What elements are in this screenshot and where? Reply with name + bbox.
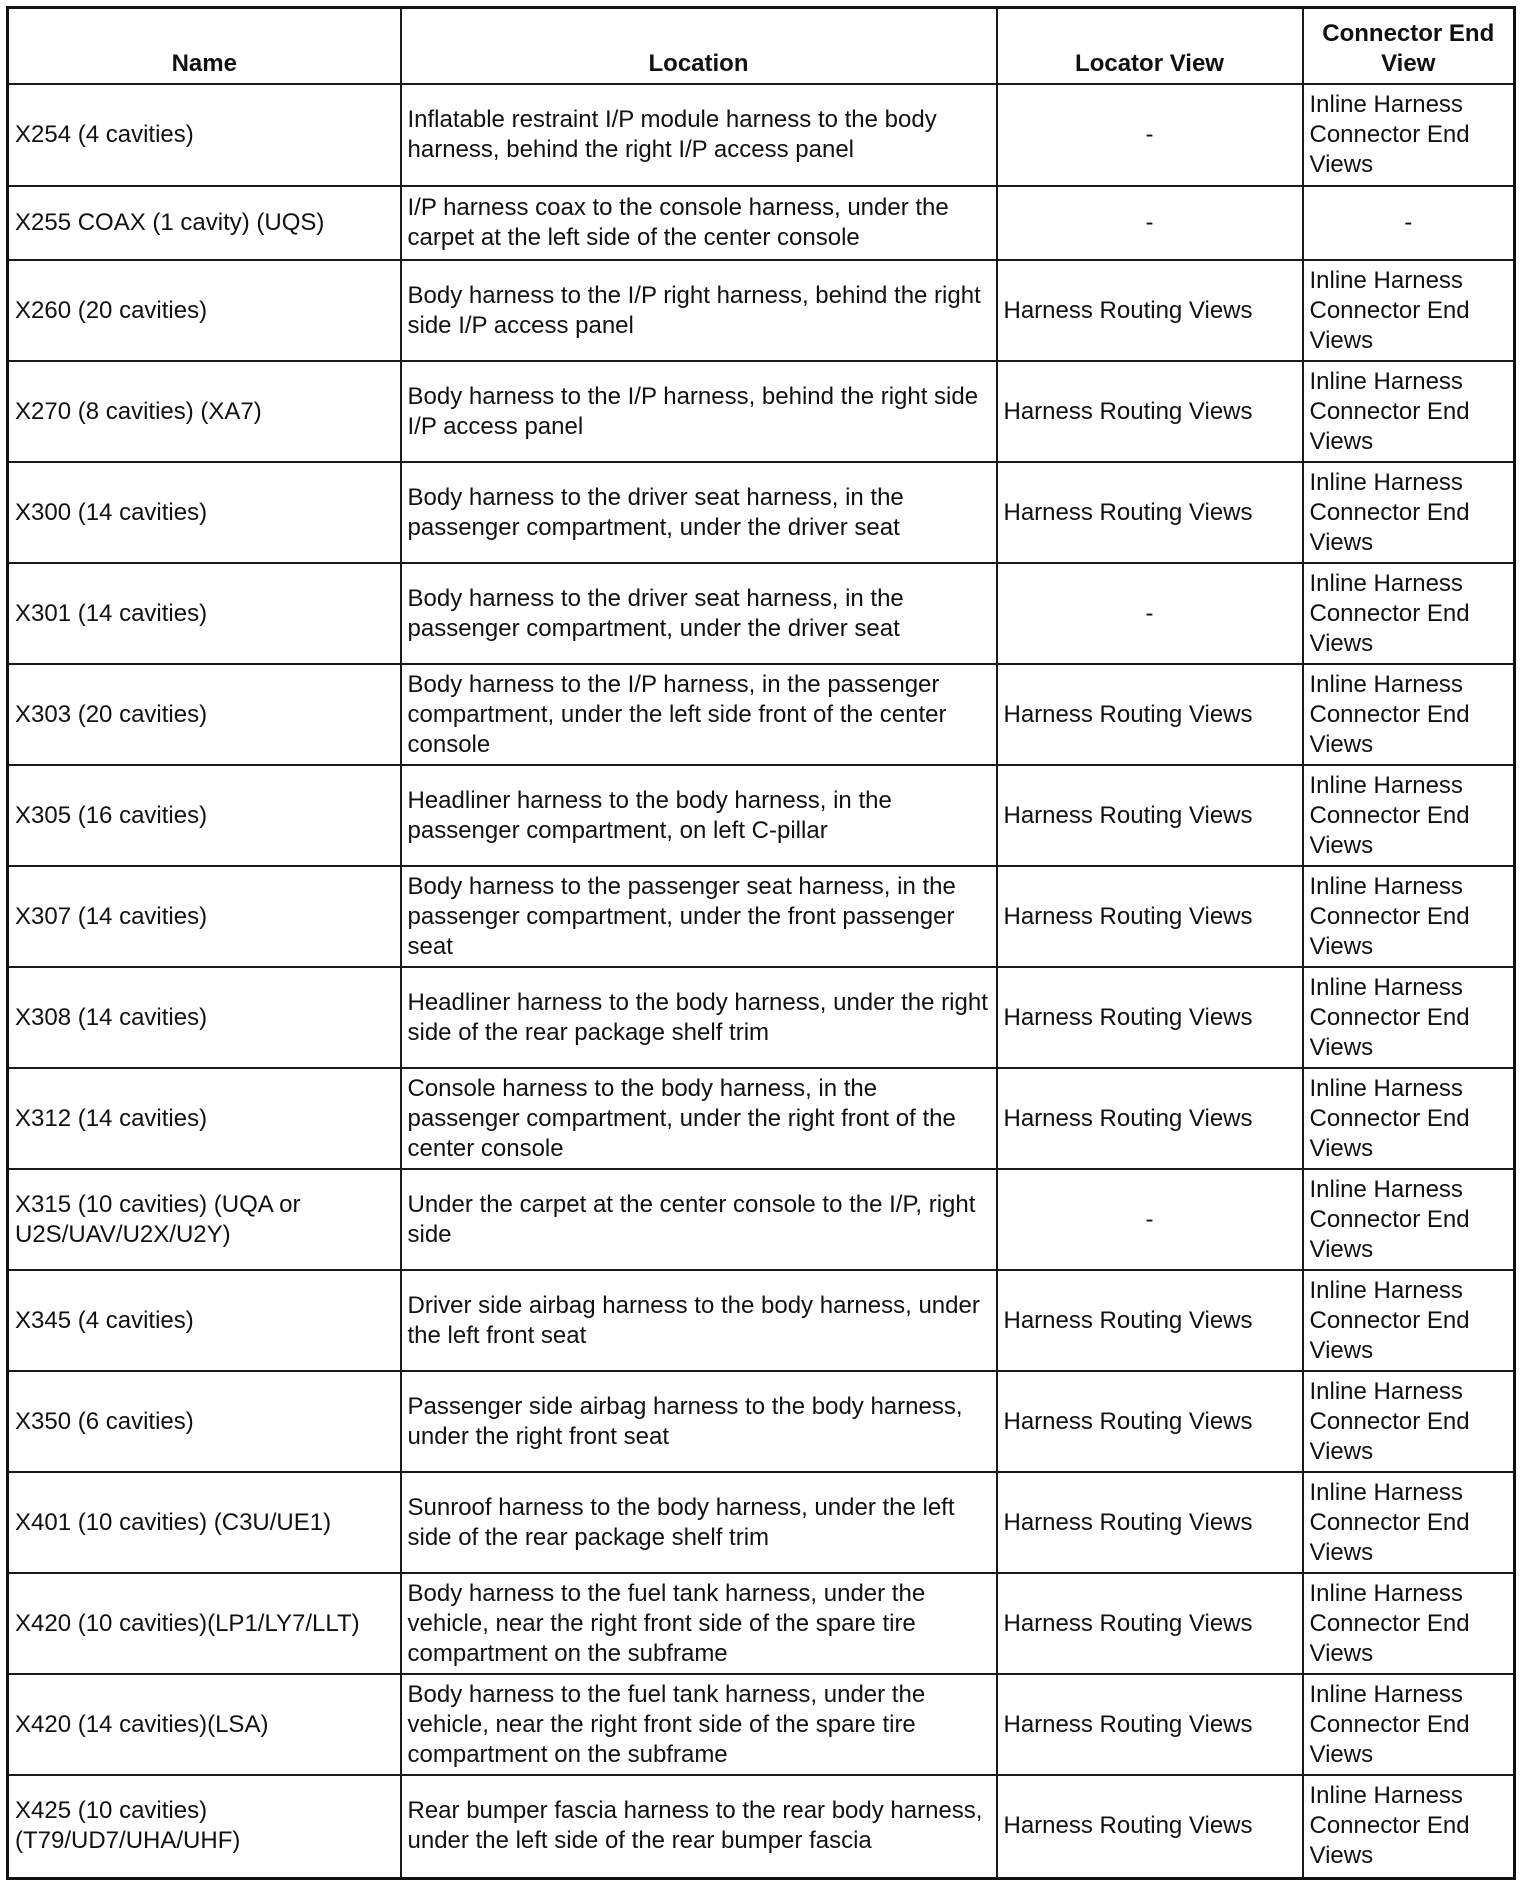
cell-location: Body harness to the fuel tank harness, under the vehicle, near the right front side of the spare tire compartment on the subframe <box>401 1674 997 1775</box>
cell-name: X315 (10 cavities) (UQA or U2S/UAV/U2X/U2Y) <box>8 1169 401 1270</box>
cell-location: Under the carpet at the center console to the I/P, right side <box>401 1169 997 1270</box>
cell-name: X305 (16 cavities) <box>8 765 401 866</box>
cell-locator-view[interactable]: Harness Routing Views <box>997 1775 1303 1878</box>
table-row <box>8 866 1515 967</box>
cell-name: X255 COAX (1 cavity) (UQS) <box>8 186 401 260</box>
cell-locator-view[interactable]: Harness Routing Views <box>997 1573 1303 1674</box>
cell-connector-end-view[interactable]: Inline Harness Connector End Views <box>1303 1169 1515 1270</box>
cell-name: X303 (20 cavities) <box>8 664 401 765</box>
cell-locator-view[interactable]: Harness Routing Views <box>997 1674 1303 1775</box>
cell-location: Console harness to the body harness, in the passenger compartment, under the right front of the center console <box>401 1068 997 1169</box>
cell-connector-end-view[interactable]: Inline Harness Connector End Views <box>1303 1674 1515 1775</box>
cell-locator-view[interactable]: Harness Routing Views <box>997 1472 1303 1573</box>
cell-location: Headliner harness to the body harness, in the passenger compartment, on left C-pillar <box>401 765 997 866</box>
cell-connector-end-view[interactable]: Inline Harness Connector End Views <box>1303 1573 1515 1674</box>
header-name: Name <box>8 8 401 85</box>
cell-name: X345 (4 cavities) <box>8 1270 401 1371</box>
cell-name: X300 (14 cavities) <box>8 462 401 563</box>
cell-name: X420 (14 cavities)(LSA) <box>8 1674 401 1775</box>
connector-table-sheet <box>6 6 1513 1880</box>
cell-locator-view: - <box>997 1169 1303 1270</box>
table-row <box>8 1068 1515 1169</box>
table-row <box>8 765 1515 866</box>
cell-locator-view[interactable]: Harness Routing Views <box>997 967 1303 1068</box>
cell-name: X307 (14 cavities) <box>8 866 401 967</box>
table-row <box>8 186 1515 260</box>
cell-name: X254 (4 cavities) <box>8 84 401 186</box>
cell-location: Rear bumper fascia harness to the rear body harness, under the left side of the rear bumper fascia <box>401 1775 997 1878</box>
cell-location: Passenger side airbag harness to the body harness, under the right front seat <box>401 1371 997 1472</box>
header-location: Location <box>401 8 997 85</box>
cell-locator-view[interactable]: Harness Routing Views <box>997 866 1303 967</box>
cell-name: X270 (8 cavities) (XA7) <box>8 361 401 462</box>
cell-name: X308 (14 cavities) <box>8 967 401 1068</box>
table-row <box>8 1573 1515 1674</box>
cell-connector-end-view[interactable]: Inline Harness Connector End Views <box>1303 967 1515 1068</box>
cell-name: X312 (14 cavities) <box>8 1068 401 1169</box>
cell-name: X260 (20 cavities) <box>8 260 401 361</box>
cell-location: Headliner harness to the body harness, under the right side of the rear package shelf trim <box>401 967 997 1068</box>
cell-location: Body harness to the passenger seat harness, in the passenger compartment, under the front passenger seat <box>401 866 997 967</box>
cell-name: X425 (10 cavities) (T79/UD7/UHA/UHF) <box>8 1775 401 1878</box>
cell-connector-end-view[interactable]: Inline Harness Connector End Views <box>1303 1371 1515 1472</box>
cell-location: Body harness to the I/P harness, behind the right side I/P access panel <box>401 361 997 462</box>
table-row <box>8 1270 1515 1371</box>
cell-location: Body harness to the I/P harness, in the passenger compartment, under the left side front of the center console <box>401 664 997 765</box>
cell-locator-view[interactable]: Harness Routing Views <box>997 664 1303 765</box>
cell-connector-end-view[interactable]: Inline Harness Connector End Views <box>1303 84 1515 186</box>
cell-connector-end-view[interactable]: Inline Harness Connector End Views <box>1303 462 1515 563</box>
cell-connector-end-view[interactable]: Inline Harness Connector End Views <box>1303 1068 1515 1169</box>
table-row <box>8 1472 1515 1573</box>
cell-locator-view: - <box>997 84 1303 186</box>
table-body <box>8 84 1515 1878</box>
cell-connector-end-view[interactable]: Inline Harness Connector End Views <box>1303 563 1515 664</box>
cell-locator-view[interactable]: Harness Routing Views <box>997 1371 1303 1472</box>
cell-location: Driver side airbag harness to the body harness, under the left front seat <box>401 1270 997 1371</box>
table-row <box>8 260 1515 361</box>
cell-locator-view: - <box>997 563 1303 664</box>
cell-connector-end-view: - <box>1303 186 1515 260</box>
cell-location: Inflatable restraint I/P module harness to the body harness, behind the right I/P access panel <box>401 84 997 186</box>
connector-list-table <box>6 6 1516 1880</box>
cell-location: Body harness to the driver seat harness, in the passenger compartment, under the driver seat <box>401 563 997 664</box>
cell-connector-end-view[interactable]: Inline Harness Connector End Views <box>1303 1472 1515 1573</box>
cell-name: X350 (6 cavities) <box>8 1371 401 1472</box>
cell-connector-end-view[interactable]: Inline Harness Connector End Views <box>1303 1775 1515 1878</box>
cell-locator-view[interactable]: Harness Routing Views <box>997 260 1303 361</box>
table-row <box>8 1169 1515 1270</box>
table-row <box>8 1674 1515 1775</box>
cell-connector-end-view[interactable]: Inline Harness Connector End Views <box>1303 1270 1515 1371</box>
table-row <box>8 664 1515 765</box>
table-row <box>8 563 1515 664</box>
cell-locator-view[interactable]: Harness Routing Views <box>997 462 1303 563</box>
cell-location: Body harness to the driver seat harness, in the passenger compartment, under the driver seat <box>401 462 997 563</box>
cell-locator-view: - <box>997 186 1303 260</box>
cell-connector-end-view[interactable]: Inline Harness Connector End Views <box>1303 260 1515 361</box>
header-locator-view: Locator View <box>997 8 1303 85</box>
cell-location: Body harness to the I/P right harness, behind the right side I/P access panel <box>401 260 997 361</box>
table-row <box>8 361 1515 462</box>
header-connector-end-view: Connector End View <box>1303 8 1515 85</box>
cell-connector-end-view[interactable]: Inline Harness Connector End Views <box>1303 866 1515 967</box>
table-row <box>8 967 1515 1068</box>
cell-connector-end-view[interactable]: Inline Harness Connector End Views <box>1303 664 1515 765</box>
table-row <box>8 84 1515 186</box>
cell-location: I/P harness coax to the console harness, under the carpet at the left side of the center console <box>401 186 997 260</box>
table-row <box>8 462 1515 563</box>
cell-location: Sunroof harness to the body harness, under the left side of the rear package shelf trim <box>401 1472 997 1573</box>
cell-connector-end-view[interactable]: Inline Harness Connector End Views <box>1303 361 1515 462</box>
table-row <box>8 1775 1515 1878</box>
cell-locator-view[interactable]: Harness Routing Views <box>997 765 1303 866</box>
header-row <box>8 8 1515 85</box>
cell-location: Body harness to the fuel tank harness, under the vehicle, near the right front side of the spare tire compartment on the subframe <box>401 1573 997 1674</box>
cell-connector-end-view[interactable]: Inline Harness Connector End Views <box>1303 765 1515 866</box>
cell-locator-view[interactable]: Harness Routing Views <box>997 1068 1303 1169</box>
cell-name: X401 (10 cavities) (C3U/UE1) <box>8 1472 401 1573</box>
cell-locator-view[interactable]: Harness Routing Views <box>997 361 1303 462</box>
table-row <box>8 1371 1515 1472</box>
cell-locator-view[interactable]: Harness Routing Views <box>997 1270 1303 1371</box>
cell-name: X301 (14 cavities) <box>8 563 401 664</box>
cell-name: X420 (10 cavities)(LP1/LY7/LLT) <box>8 1573 401 1674</box>
